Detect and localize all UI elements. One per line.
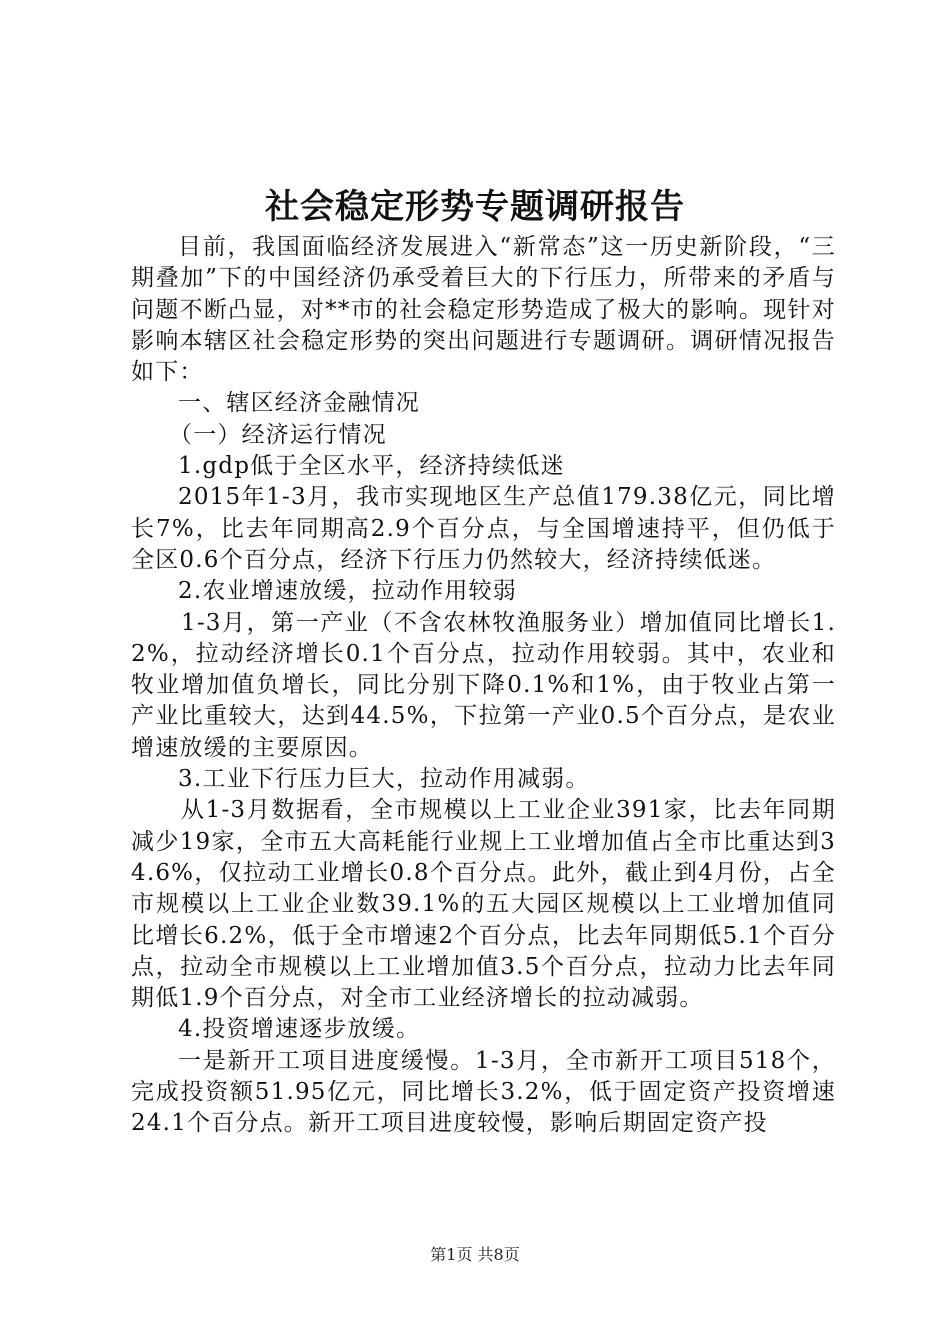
- paragraph-intro: 目前，我国面临经济发展进入“新常态”这一历史新阶段，“三期叠加”下的中国经济仍承受着巨大的下行压力，所带来的矛盾与问题不断凸显，对**市的社会稳定形势造成了极大的影响。现针对影响本辖区社会稳定形势的突出问题进行专题调研。调研情况报告如下：: [131, 234, 836, 386]
- item-heading: 2.农业增速放缓，拉动作用较弱: [178, 578, 517, 605]
- document-body: [131, 232, 836, 1140]
- item-heading: 1.gdp低于全区水平，经济持续低迷: [178, 453, 565, 480]
- paragraph: 一是新开工项目进度缓慢。1-3月，全市新开工项目518个，完成投资额51.95亿元，同比增长3.2%，低于固定资产投资增速24.1个百分点。新开工项目进度较慢，影响后期固定资产投: [131, 1047, 836, 1137]
- subsection-heading: （一）经济运行情况: [169, 421, 387, 448]
- item-heading: 3.工业下行压力巨大，拉动作用减弱。: [178, 766, 590, 793]
- item-heading: 4.投资增速逐步放缓。: [178, 1016, 421, 1043]
- document-title: 社会稳定形势专题调研报告: [265, 187, 685, 227]
- paragraph: 1-3月，第一产业（不含农林牧渔服务业）增加值同比增长1.2%，拉动经济增长0.1个百分点，拉动作用较弱。其中，农业和牧业增加值负增长，同比分别下降0.1%和1%，由于牧业占第一产业比重较大，达到44.5%，下拉第一产业0.5个百分点，是农业增速放缓的主要原因。: [131, 609, 836, 761]
- paragraph: 从1-3月数据看，全市规模以上工业企业391家，比去年同期减少19家，全市五大高耗能行业规上工业增加值占全市比重达到34.6%，仅拉动工业增长0.8个百分点。此外，截止到4月份，占全市规模以上工业企业数39.1%的五大园区规模以上工业增加值同比增长6.2%，低于全市增速2个百分点，比去年同期低5.1个百分点，拉动全市规模以上工业增加值3.5个百分点，拉动力比去年同期低1.9个百分点，对全市工业经济增长的拉动减弱。: [131, 797, 836, 1012]
- paragraph: 2015年1-3月，我市实现地区生产总值179.38亿元，同比增长7%，比去年同期高2.9个百分点，与全国增速持平，但仍低于全区0.6个百分点，经济下行压力仍然较大，经济持续低迷。: [131, 484, 836, 573]
- page-footer: 第1页 共8页: [430, 1245, 520, 1264]
- section-heading: 一、辖区经济金融情况: [178, 390, 420, 417]
